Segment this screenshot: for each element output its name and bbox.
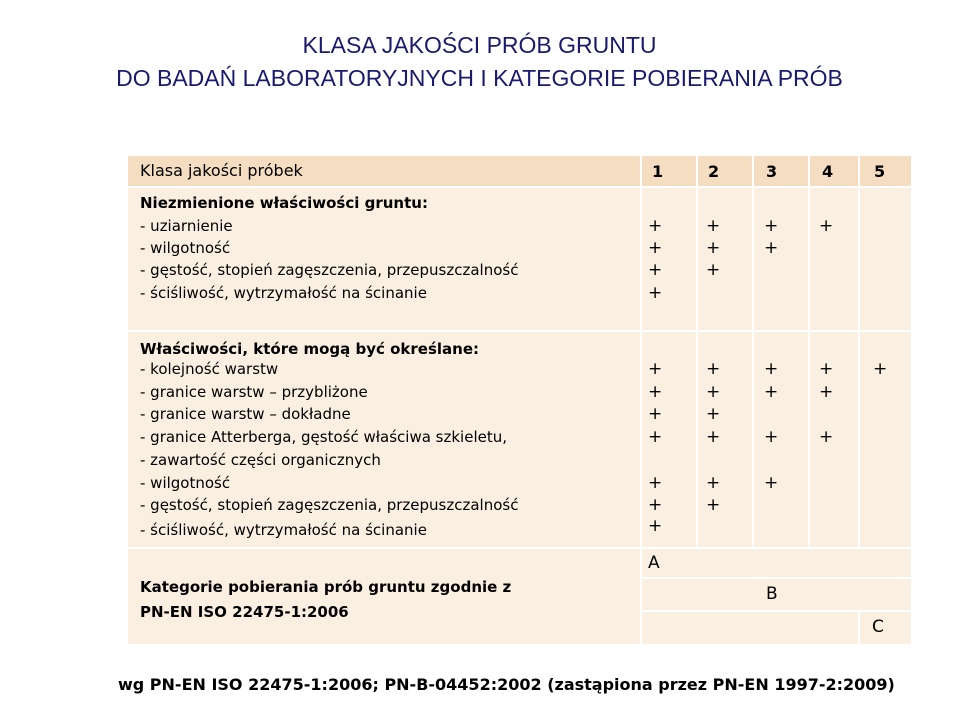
mark: + [648, 495, 663, 515]
section2-item: - kolejność warstw [140, 360, 279, 378]
header-label: Klasa jakości próbek [140, 161, 303, 180]
column-divider [858, 610, 860, 644]
class-5-header: 5 [874, 162, 886, 181]
mark: + [706, 427, 721, 447]
column-divider [858, 156, 860, 548]
mark: + [706, 216, 721, 236]
column-divider [640, 156, 642, 548]
section1-item: - ściśliwość, wytrzymałość na ścinanie [140, 284, 427, 302]
mark: + [706, 238, 721, 258]
categories-label-line2: PN-EN ISO 22475-1:2006 [140, 603, 349, 621]
class-4-header: 4 [822, 162, 834, 181]
title-line-2: DO BADAŃ LABORATORYJNYCH I KATEGORIE POBIERANIA PRÓB [116, 65, 843, 91]
section1-item: - wilgotność [140, 239, 231, 257]
section2-item: - zawartość części organicznych [140, 451, 381, 469]
section1-heading: Niezmienione właściwości gruntu: [140, 194, 428, 212]
mark: + [648, 382, 663, 402]
class-1-header: 1 [652, 162, 664, 181]
mark: + [764, 473, 779, 493]
section2-item: - granice warstw – dokładne [140, 405, 351, 423]
column-divider [808, 156, 810, 548]
category-divider-b [640, 610, 911, 612]
section2-heading: Właściwości, które mogą być określane: [140, 340, 480, 358]
mark: + [648, 283, 663, 303]
title-line-1: KLASA JAKOŚCI PRÓB GRUNTU [302, 32, 657, 58]
section2-item: - granice warstw – przybliżone [140, 383, 368, 401]
mark: + [764, 216, 779, 236]
section2-item: - gęstość, stopień zagęszczenia, przepuszczalność [140, 496, 519, 514]
class-2-header: 2 [708, 162, 720, 181]
mark: + [706, 473, 721, 493]
mark: + [764, 359, 779, 379]
category-c: C [872, 617, 884, 637]
mark: + [648, 260, 663, 280]
mark: + [648, 238, 663, 258]
mark: + [764, 382, 779, 402]
mark: + [648, 473, 663, 493]
section1-item: - uziarnienie [140, 217, 233, 235]
section2-item: - wilgotność [140, 474, 231, 492]
mark: + [819, 382, 834, 402]
column-divider [696, 156, 698, 548]
category-a: A [648, 553, 660, 573]
mark: + [873, 359, 888, 379]
row-divider [128, 547, 911, 549]
categories-label-line1: Kategorie pobierania prób gruntu zgodnie z [140, 578, 512, 596]
mark: + [648, 516, 663, 536]
mark: + [819, 427, 834, 447]
mark: + [819, 216, 834, 236]
class-3-header: 3 [766, 162, 778, 181]
column-divider [640, 548, 642, 644]
mark: + [819, 359, 834, 379]
section2-item: - granice Atterberga, gęstość właściwa szkieletu, [140, 428, 507, 446]
column-divider [752, 156, 754, 548]
mark: + [648, 359, 663, 379]
section2-item: - ściśliwość, wytrzymałość na ścinanie [140, 521, 427, 539]
mark: + [764, 238, 779, 258]
mark: + [706, 260, 721, 280]
mark: + [706, 404, 721, 424]
source-footnote: wg PN-EN ISO 22475-1:2006; PN-B-04452:2002 (zastąpiona przez PN-EN 1997-2:2009) [118, 675, 895, 694]
mark: + [706, 359, 721, 379]
row-divider [128, 330, 911, 332]
category-divider-a [640, 577, 911, 579]
mark: + [706, 382, 721, 402]
section1-item: - gęstość, stopień zagęszczenia, przepuszczalność [140, 261, 519, 279]
mark: + [706, 495, 721, 515]
mark: + [764, 427, 779, 447]
mark: + [648, 427, 663, 447]
mark: + [648, 404, 663, 424]
row-divider [128, 186, 911, 188]
category-b: B [766, 584, 778, 604]
mark: + [648, 216, 663, 236]
